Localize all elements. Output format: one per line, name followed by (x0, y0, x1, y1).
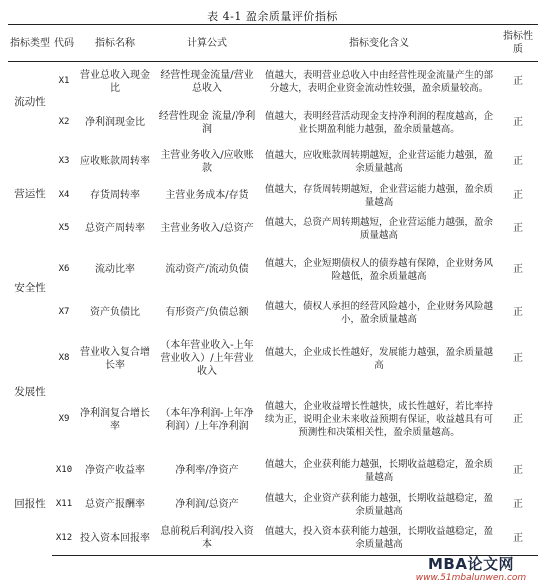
name-cell: 净资产收益率 (85, 465, 145, 476)
formula-cell: 主营业务成本/存货 (165, 190, 249, 201)
property-cell: 正 (513, 190, 523, 201)
header-category: 指标类型 (8, 25, 52, 62)
meaning-cell: 值越大，企业收益增长性越快，成长性越好，若比率持续为正，说明企业未来收益预期有保证，收益越具有可预测性和决策相关性，盈余质量越高。 (264, 401, 493, 438)
code-cell: X2 (58, 117, 70, 127)
formula-cell: （本年净利润-上年净利润）/上年净利润 (160, 407, 254, 432)
table-row (8, 62, 538, 102)
earnings-quality-table (8, 24, 538, 556)
table-header-row (8, 25, 538, 62)
table-caption: 表 4-1 盈余质量评价指标 (207, 10, 338, 23)
table-row (8, 294, 538, 332)
table-row (8, 246, 538, 294)
name-cell: 应收账款周转率 (80, 156, 150, 167)
category-cell: 发展性 (14, 386, 46, 398)
category-cell: 营运性 (14, 188, 46, 200)
property-cell: 正 (513, 156, 523, 167)
category-cell: 回报性 (14, 498, 46, 510)
table-row (8, 102, 538, 144)
formula-cell: 经营性现金流量/营业总收入 (160, 69, 254, 94)
name-cell: 总资产周转率 (85, 223, 145, 234)
header-formula: 计算公式 (154, 25, 260, 62)
property-cell: 正 (513, 76, 523, 88)
formula-cell: 主营业务收入/应收账款 (160, 149, 254, 174)
meaning-cell: 值越大，企业获利能力越强，长期收益越稳定，盈余质量越高 (264, 458, 493, 483)
meaning-cell: 值越大，企业成长性越好，发展能力越强，盈余质量越高 (264, 346, 493, 371)
property-cell: 正 (513, 117, 523, 128)
table-row (8, 180, 538, 212)
meaning-cell: 值越大，投入资本获利能力越强，长期收益越稳定，盈余质量越高 (260, 522, 498, 556)
code-cell: X9 (58, 414, 70, 424)
property-cell: 正 (513, 223, 523, 234)
formula-cell: 经营性现金 流量/净利润 (158, 110, 256, 135)
name-cell: 资产负债比 (90, 307, 140, 318)
name-cell: 营业总收入现金比 (80, 69, 150, 94)
table-row (8, 332, 538, 386)
header-meaning: 指标变化含义 (260, 25, 498, 62)
code-cell: X4 (58, 190, 70, 200)
category-cell: 流动性 (14, 96, 46, 109)
table-row (8, 144, 538, 180)
meaning-cell: 值越大，企业资产获利能力越强，长期收益越稳定，盈余质量越高 (264, 492, 493, 517)
table-row (8, 386, 538, 454)
meaning-cell: 值越大，债权人承担的经营风险越小，企业财务风险越小，盈余质量越高 (264, 300, 493, 325)
meaning-cell: 值越大，总资产周转期越短，企业营运能力越强，盈余质量越高 (264, 216, 493, 241)
formula-cell: 主营业务收入/总资产 (160, 223, 254, 234)
code-cell: X6 (58, 264, 70, 274)
formula-cell: 净利率/净资产 (175, 465, 239, 476)
meaning-cell: 值越大，企业短期债权人的债券越有保障，企业财务风险越低，盈余质量越高 (264, 257, 493, 282)
property-cell: 正 (513, 465, 523, 476)
code-cell: X1 (58, 76, 70, 87)
header-code: 代码 (52, 25, 76, 62)
formula-cell: （本年营业收入-上年营业收入）/上年营业收入 (160, 340, 254, 377)
table-row (8, 454, 538, 488)
table-row (8, 522, 538, 556)
property-cell: 正 (513, 307, 523, 318)
table-row (8, 488, 538, 522)
name-cell: 净利润现金比 (85, 117, 145, 128)
code-cell: X7 (58, 307, 70, 317)
code-cell: X10 (55, 465, 73, 475)
code-cell: X3 (58, 156, 70, 166)
name-cell: 净利润复合增长率 (80, 407, 150, 432)
meaning-cell: 值越大，表明经营活动现金支持净利润的程度越高，企业长期盈利能力越强，盈余质量越高。 (264, 110, 493, 135)
property-cell: 正 (498, 522, 538, 556)
meaning-cell: 值越大，存货周转期越短，企业营运能力越强，盈余质量越高 (264, 183, 493, 208)
name-cell: 存货周转率 (90, 190, 140, 201)
property-cell: 正 (513, 414, 523, 425)
property-cell: 正 (513, 353, 523, 364)
header-property: 指标性质 (498, 25, 538, 62)
property-cell: 正 (513, 499, 523, 510)
code-cell: X8 (58, 353, 70, 363)
code-cell: X12 (52, 522, 76, 556)
name-cell: 营业收入复合增长率 (80, 346, 150, 371)
header-name: 指标名称 (76, 25, 154, 62)
name-cell: 投入资本回报率 (76, 522, 154, 556)
code-cell: X5 (58, 223, 70, 233)
site-watermark (401, 553, 541, 583)
watermark-url: www.51mbalunwen.com (415, 573, 527, 583)
table-row (8, 212, 538, 246)
formula-cell: 流动资产/流动负债 (165, 264, 249, 275)
meaning-cell: 值越大，表明营业总收入中由经营性现金流量产生的部分越大，表明企业资金流动性较强，盈余质量较高。 (264, 69, 493, 94)
name-cell: 总资产报酬率 (85, 499, 145, 510)
name-cell: 流动比率 (95, 264, 135, 275)
watermark-logo: MBA论文网 (428, 555, 514, 573)
formula-cell: 净利润/总资产 (175, 499, 239, 510)
category-cell: 安全性 (14, 282, 46, 294)
property-cell: 正 (513, 264, 523, 275)
meaning-cell: 值越大，应收账款周转期越短，企业营运能力越强，盈余质量越高 (264, 149, 493, 174)
code-cell: X11 (55, 499, 73, 509)
formula-cell: 息前税后利润/投入资本 (154, 522, 260, 556)
formula-cell: 有形资产/负债总额 (165, 307, 249, 318)
